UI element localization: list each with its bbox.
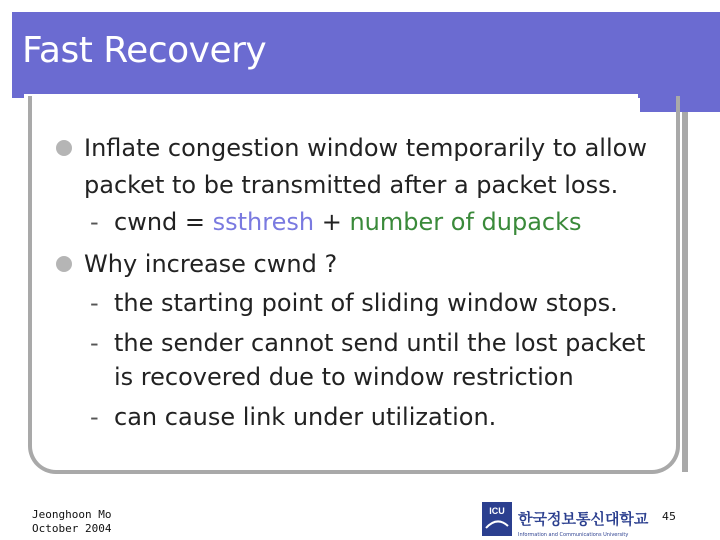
dash-icon: - bbox=[90, 289, 99, 317]
bullet-1-line-1: Inflate congestion window temporarily to allow bbox=[84, 134, 647, 162]
bullet-2-sub-2-line-2: is recovered due to window restriction bbox=[114, 363, 574, 391]
bullet-2-sub-1: the starting point of sliding window stops. bbox=[114, 289, 618, 317]
ssthresh-text: ssthresh bbox=[212, 208, 315, 236]
footer-author-block bbox=[32, 508, 111, 536]
dash-icon: - bbox=[90, 208, 99, 236]
page-number: 45 bbox=[662, 510, 676, 523]
logo-english-text: Information and Communications University bbox=[518, 532, 629, 538]
footer-date: October 2004 bbox=[32, 522, 112, 535]
logo-korean-text: 한국정보통신대학교 bbox=[518, 510, 649, 528]
dash-icon: - bbox=[90, 329, 99, 357]
plus-text: + bbox=[314, 208, 350, 236]
university-logo bbox=[482, 500, 660, 540]
dupacks-text: number of dupacks bbox=[349, 208, 582, 236]
logo-badge-text: ICU bbox=[489, 506, 505, 516]
bullet-2-sub-3: can cause link under utilization. bbox=[114, 403, 497, 431]
bullet-1-sub-1 bbox=[114, 208, 582, 236]
dash-icon: - bbox=[90, 403, 99, 431]
author-name: Jeonghoon Mo bbox=[32, 508, 112, 521]
content-frame-right-edge bbox=[682, 112, 688, 472]
bullet-1-line-2: packet to be transmitted after a packet loss. bbox=[84, 171, 619, 199]
bullet-dot-icon bbox=[56, 256, 72, 272]
bullet-2-line-1: Why increase cwnd ? bbox=[84, 250, 338, 278]
bullet-dot-icon bbox=[56, 140, 72, 156]
slide-title: Fast Recovery bbox=[22, 30, 267, 71]
cwnd-text: cwnd = bbox=[114, 208, 213, 236]
bullet-2-sub-2-line-1: the sender cannot send until the lost packet bbox=[114, 329, 646, 357]
